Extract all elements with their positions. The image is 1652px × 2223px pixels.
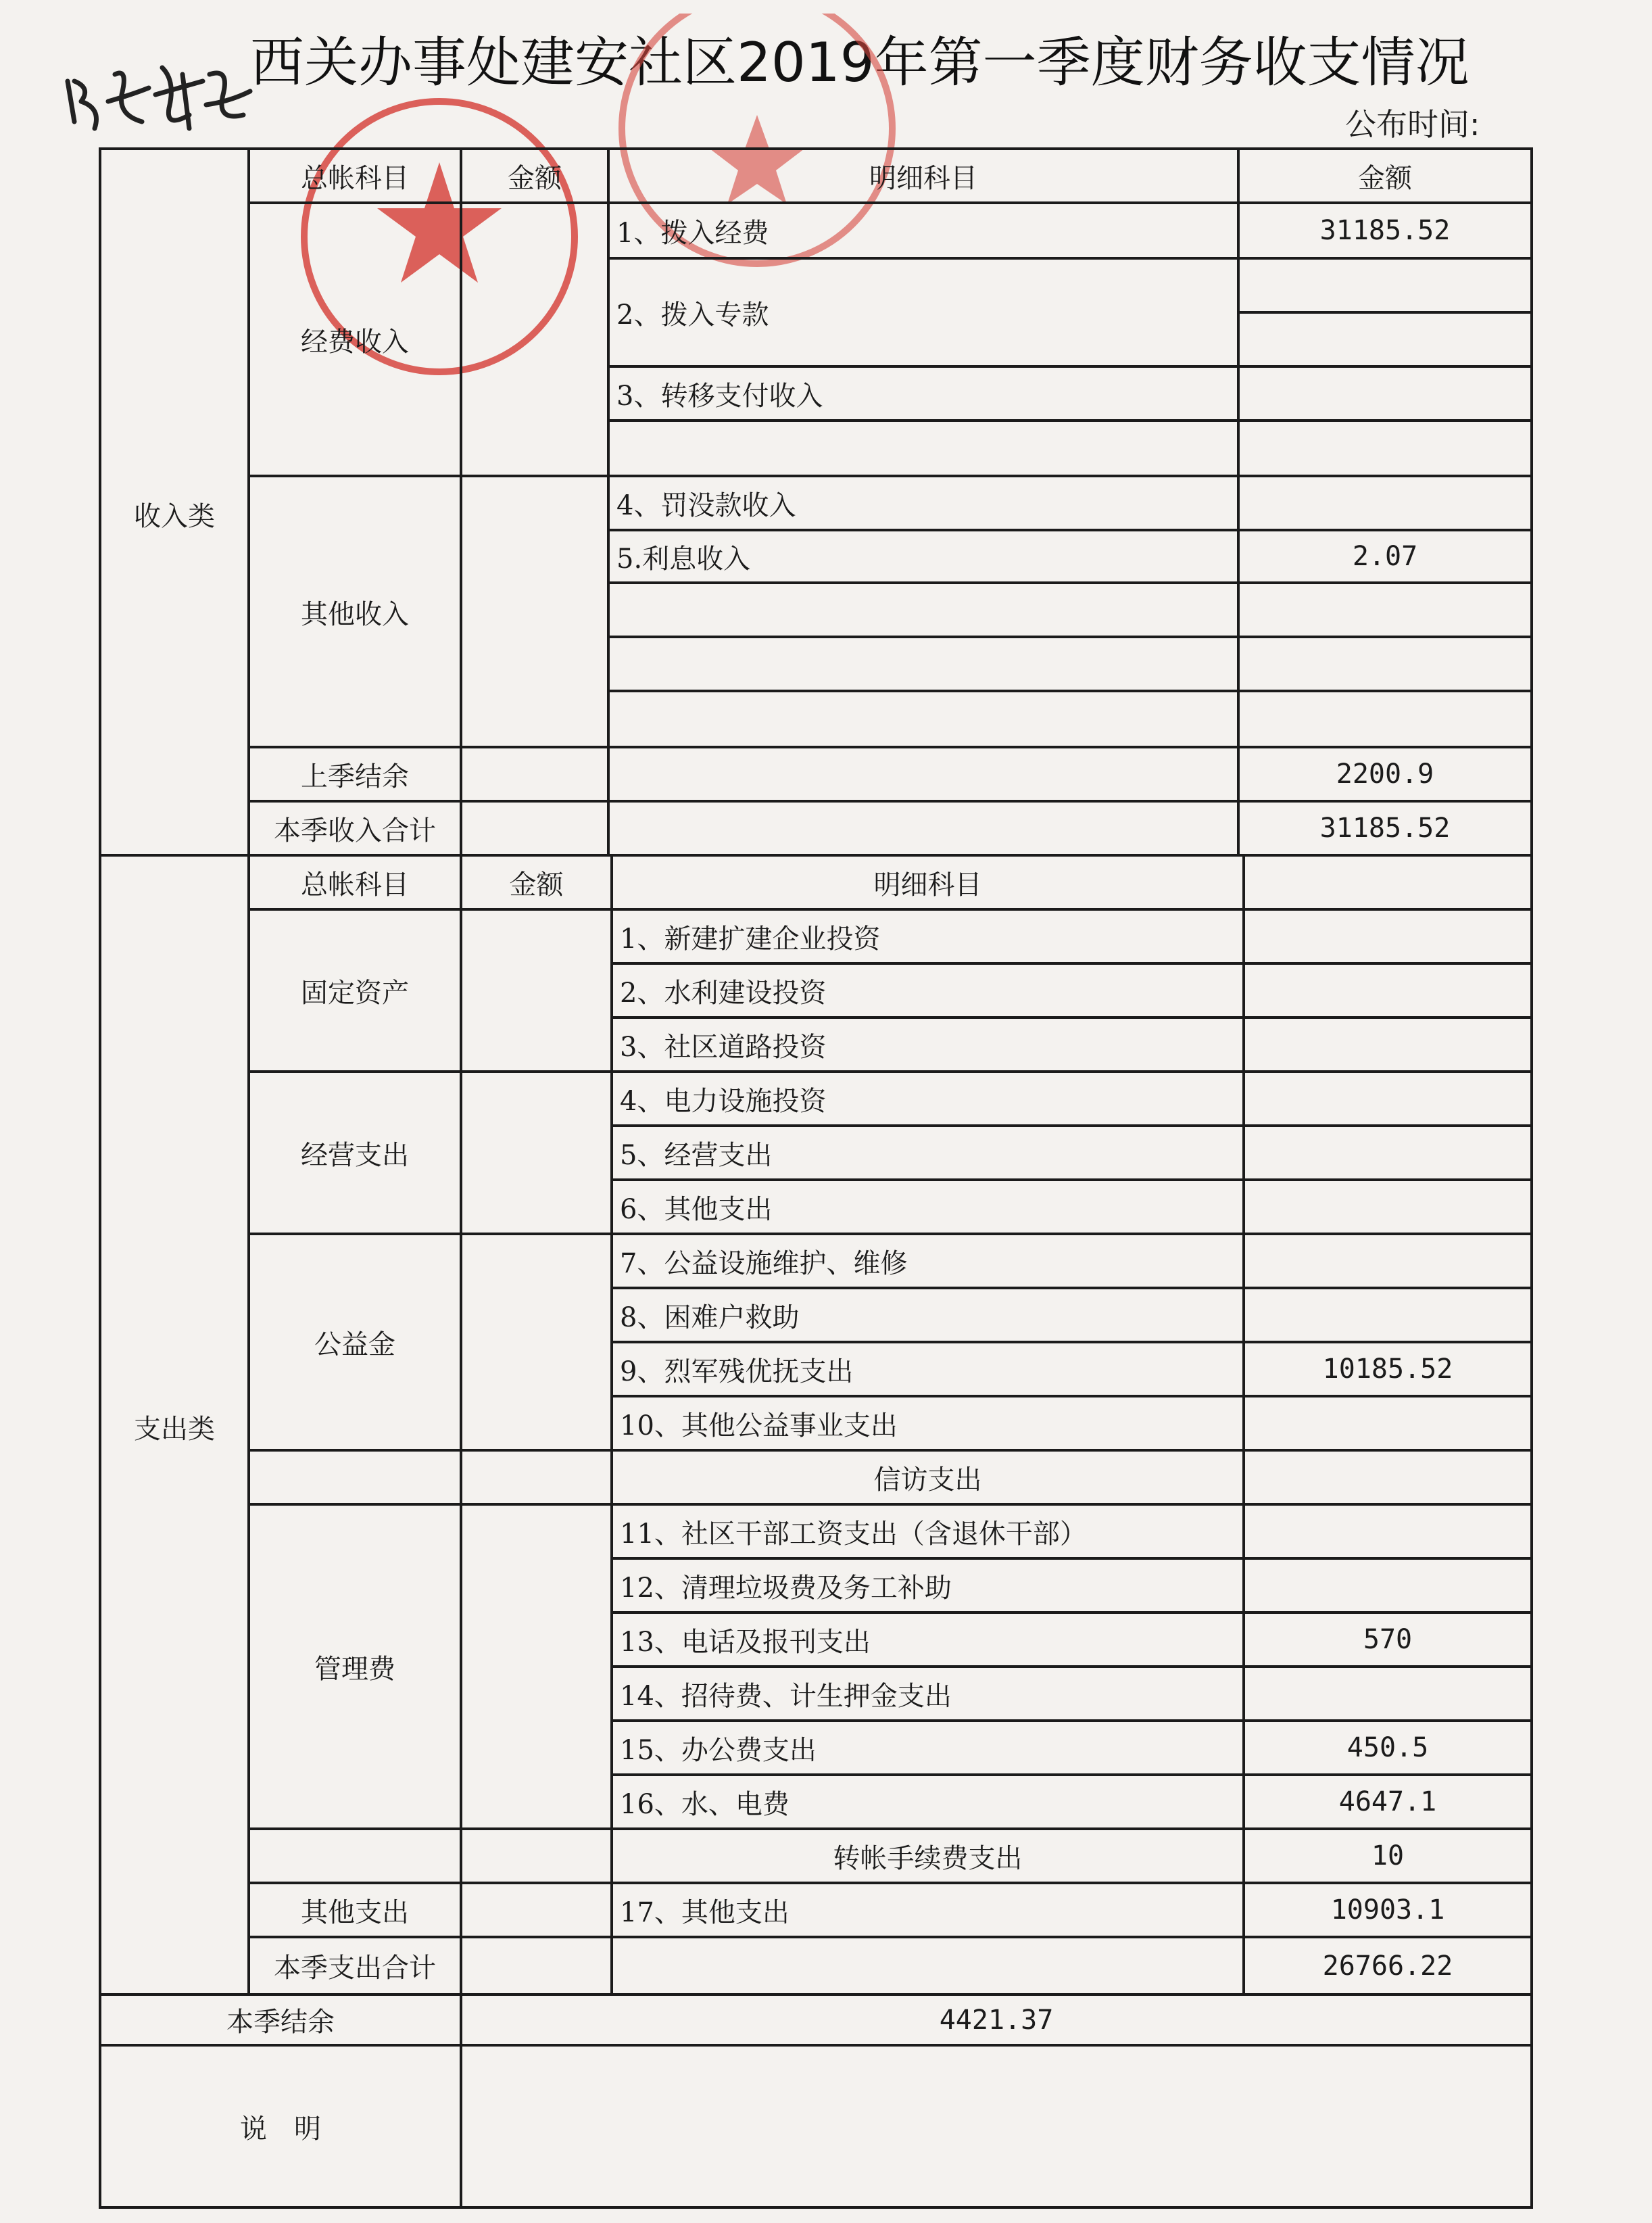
expense-total-amount: 26766.22 <box>1322 1950 1453 1982</box>
income-detail-1-amount: 31185.52 <box>1319 215 1451 246</box>
expense-detail-5: 5、经营支出 <box>620 1139 773 1171</box>
income-prev-balance-amount: 2200.9 <box>1336 759 1434 790</box>
expense-detail-16-amount: 4647.1 <box>1338 1786 1437 1817</box>
page-title: 西关办事处建安社区2019年第一季度财务收支情况 <box>250 31 1469 94</box>
income-detail-5-amount: 2.07 <box>1352 541 1418 572</box>
publish-time-label: 公布时间: <box>1345 106 1480 143</box>
income-group-other: 其他收入 <box>301 598 409 630</box>
expense-group-operating: 经营支出 <box>301 1139 409 1171</box>
expense-detail-1: 1、新建扩建企业投资 <box>620 923 881 955</box>
income-category-label: 收入类 <box>134 500 215 532</box>
expense-detail-6: 6、其他支出 <box>620 1193 773 1225</box>
expense-header-account: 总帐科目 <box>301 869 409 901</box>
income-header-detail: 明细科目 <box>869 162 977 194</box>
expense-category-label: 支出类 <box>134 1413 215 1445</box>
expense-total-label: 本季支出合计 <box>274 1953 436 1984</box>
income-total-label: 本季收入合计 <box>274 815 436 846</box>
expense-detail-17-amount: 10903.1 <box>1330 1894 1445 1926</box>
expense-detail-petition: 信访支出 <box>873 1464 982 1496</box>
expense-detail-transfer-fee: 转帐手续费支出 <box>833 1842 1023 1874</box>
income-header-account: 总帐科目 <box>301 162 409 194</box>
notes-label: 说 明 <box>240 2113 321 2145</box>
expense-detail-2: 2、水利建设投资 <box>620 977 827 1009</box>
income-prev-balance-label: 上季结余 <box>301 761 409 792</box>
expense-detail-7: 7、公益设施维护、维修 <box>620 1247 908 1279</box>
expense-detail-13: 13、电话及报刊支出 <box>620 1626 871 1658</box>
income-header-detail-amount: 金额 <box>1358 162 1412 194</box>
income-detail-1: 1、拨入经费 <box>616 217 769 249</box>
expense-detail-9-amount: 10185.52 <box>1322 1354 1453 1385</box>
expense-detail-11: 11、社区干部工资支出（含退休干部） <box>620 1518 1087 1550</box>
expense-detail-10: 10、其他公益事业支出 <box>620 1410 898 1441</box>
expense-detail-16: 16、水、电费 <box>620 1788 789 1820</box>
expense-header-detail: 明细科目 <box>873 869 982 901</box>
expense-detail-4: 4、电力设施投资 <box>620 1085 827 1117</box>
expense-detail-3: 3、社区道路投资 <box>620 1031 827 1063</box>
expense-group-fixed-assets: 固定资产 <box>301 977 409 1009</box>
income-detail-3: 3、转移支付收入 <box>616 380 823 412</box>
expense-detail-15-amount: 450.5 <box>1346 1732 1429 1763</box>
expense-group-management: 管理费 <box>314 1653 395 1685</box>
expense-detail-transfer-fee-amount: 10 <box>1371 1840 1405 1871</box>
income-detail-5: 5.利息收入 <box>616 543 751 575</box>
expense-detail-12: 12、清理垃圾费及务工补助 <box>620 1572 952 1604</box>
expense-group-other: 其他支出 <box>301 1896 409 1928</box>
expense-detail-13-amount: 570 <box>1363 1624 1413 1655</box>
expense-detail-8: 8、困难户救助 <box>620 1301 800 1333</box>
income-total-amount: 31185.52 <box>1319 813 1451 844</box>
expense-header-amount: 金额 <box>509 869 564 901</box>
expense-detail-9: 9、烈军残优抚支出 <box>620 1356 854 1387</box>
income-header-amount: 金额 <box>508 162 562 194</box>
expense-detail-17: 17、其他支出 <box>620 1896 789 1928</box>
expense-detail-14: 14、招待费、计生押金支出 <box>620 1680 952 1712</box>
income-detail-2: 2、拨入专款 <box>616 299 769 331</box>
income-detail-4: 4、罚没款收入 <box>616 489 796 521</box>
expense-group-public-welfare: 公益金 <box>314 1329 395 1360</box>
expense-detail-15: 15、办公费支出 <box>620 1734 817 1766</box>
balance-label: 本季结余 <box>226 2007 335 2038</box>
notes-content <box>462 2047 1530 2206</box>
income-group-funding: 经费收入 <box>301 326 409 358</box>
balance-amount: 4421.37 <box>939 2004 1054 2036</box>
